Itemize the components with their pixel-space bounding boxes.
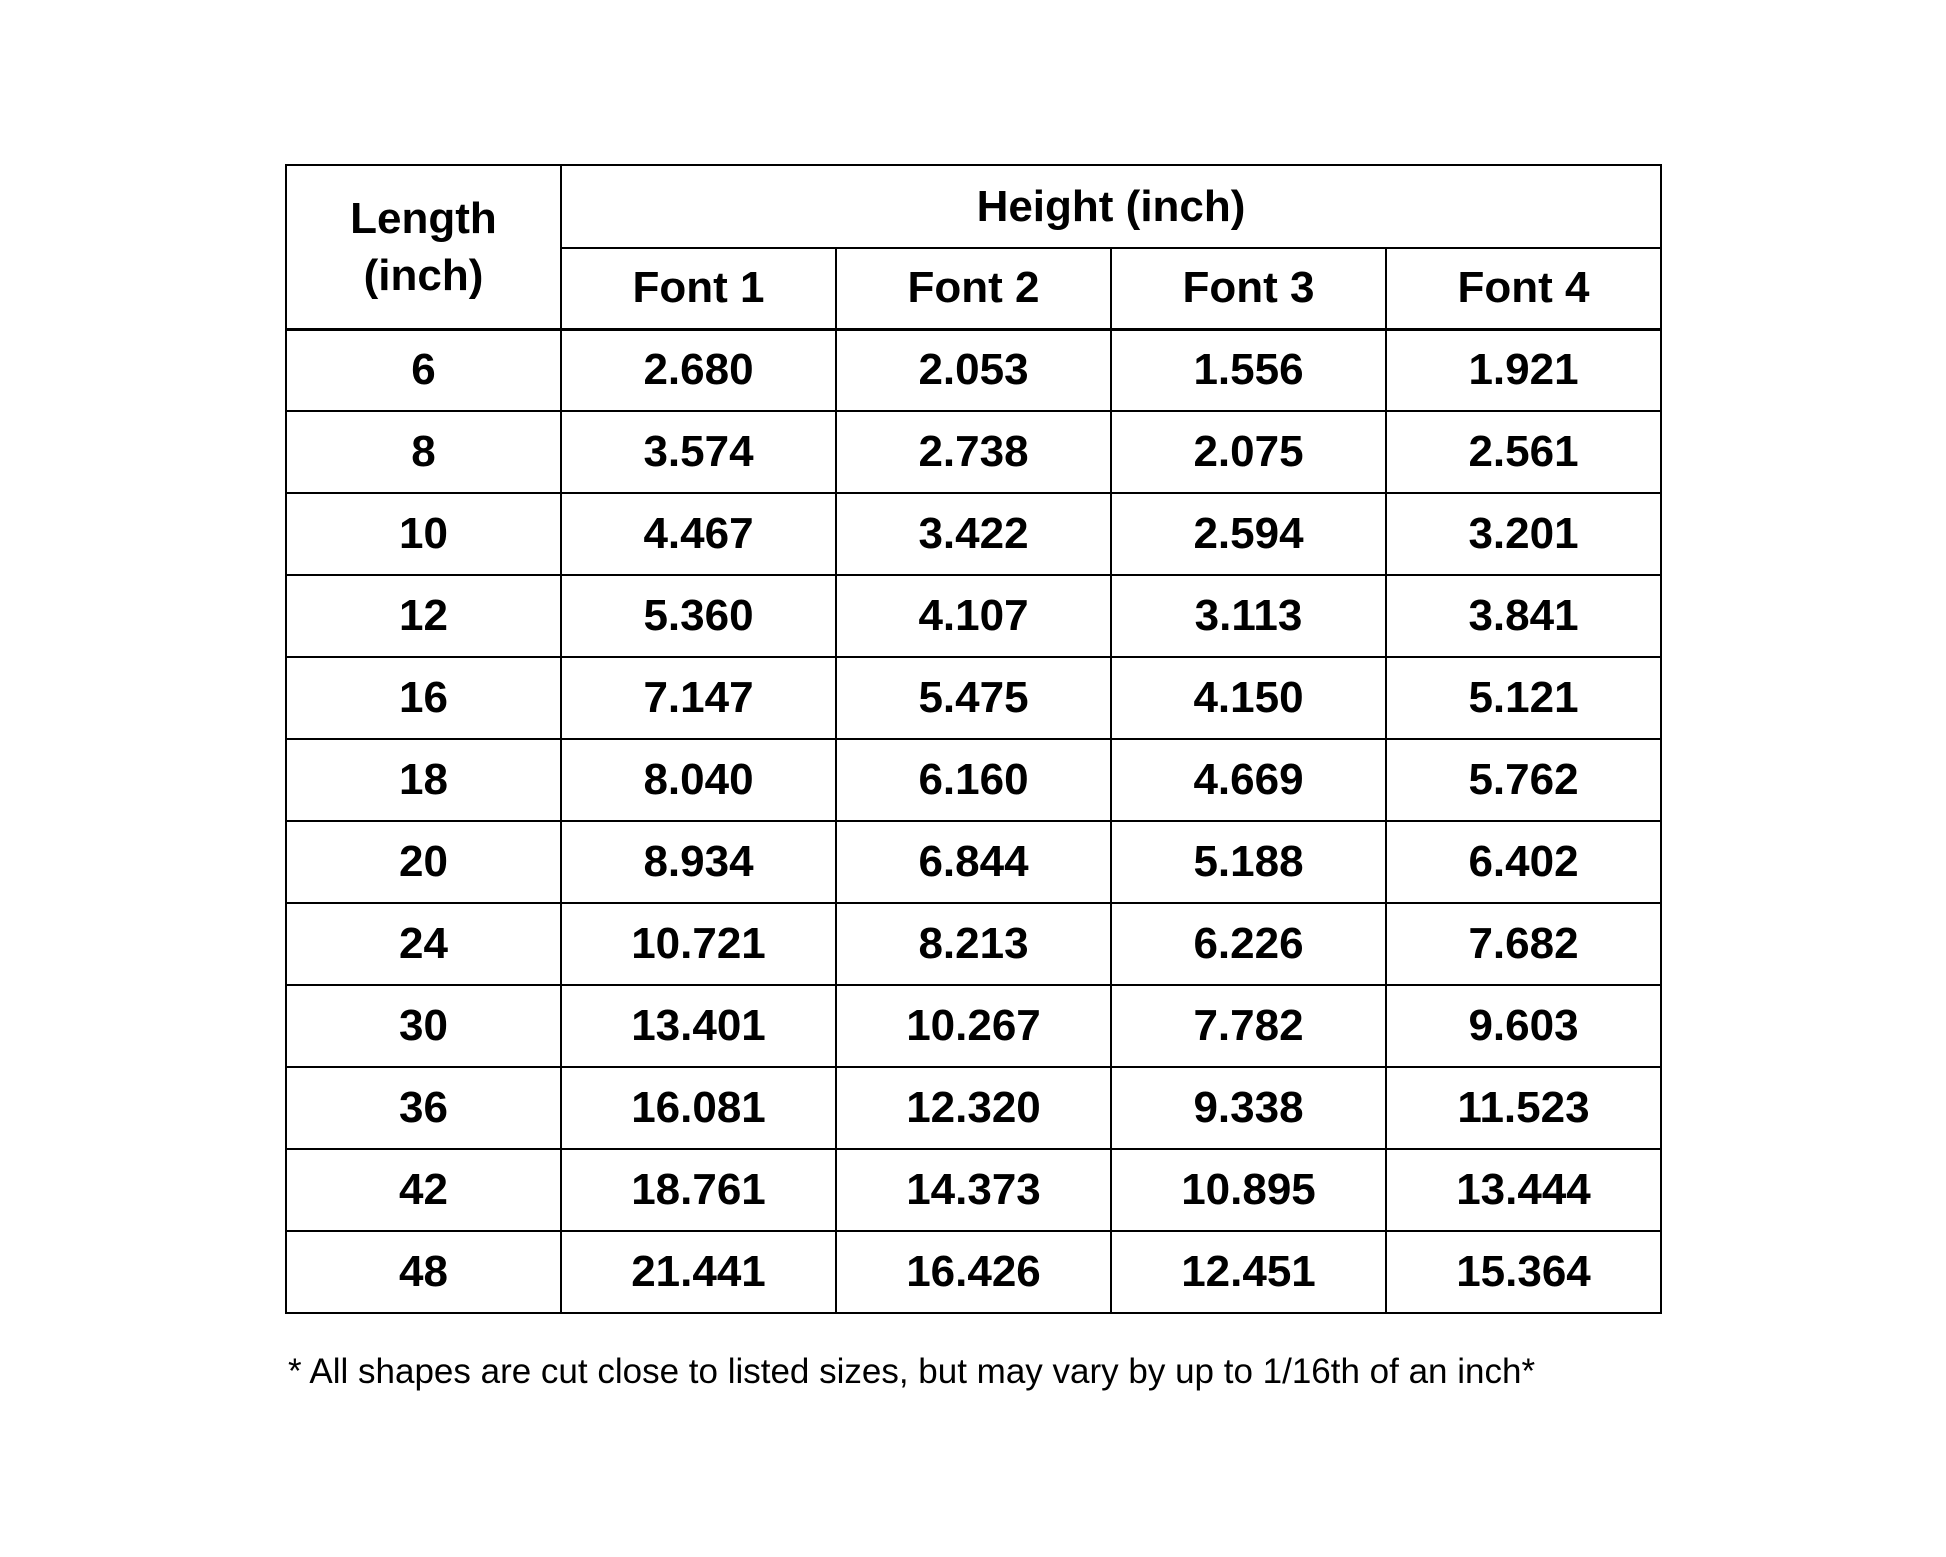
length-cell: 42 — [286, 1149, 561, 1231]
length-cell: 48 — [286, 1231, 561, 1313]
footnote: * All shapes are cut close to listed sizes, but may vary by up to 1/16th of an inch* — [288, 1352, 1536, 1391]
height-cell: 10.895 — [1111, 1149, 1386, 1231]
table-row — [286, 575, 1661, 657]
height-cell: 5.475 — [836, 657, 1111, 739]
table-row — [286, 1067, 1661, 1149]
font-column-header: Font 1 — [561, 248, 836, 329]
height-cell: 8.040 — [561, 739, 836, 821]
height-cell: 18.761 — [561, 1149, 836, 1231]
height-cell: 13.401 — [561, 985, 836, 1067]
height-cell: 5.360 — [561, 575, 836, 657]
font-column-header: Font 3 — [1111, 248, 1386, 329]
length-header: Length (inch) — [286, 165, 561, 329]
height-cell: 9.603 — [1386, 985, 1661, 1067]
table-row — [286, 985, 1661, 1067]
height-cell: 6.844 — [836, 821, 1111, 903]
length-cell: 16 — [286, 657, 561, 739]
table-row — [286, 821, 1661, 903]
height-cell: 12.320 — [836, 1067, 1111, 1149]
height-cell: 5.188 — [1111, 821, 1386, 903]
height-cell: 4.107 — [836, 575, 1111, 657]
height-cell: 10.267 — [836, 985, 1111, 1067]
height-cell: 11.523 — [1386, 1067, 1661, 1149]
height-cell: 1.921 — [1386, 329, 1661, 411]
height-cell: 10.721 — [561, 903, 836, 985]
table-row — [286, 493, 1661, 575]
height-cell: 2.075 — [1111, 411, 1386, 493]
size-table-body — [286, 329, 1661, 1313]
height-cell: 12.451 — [1111, 1231, 1386, 1313]
height-cell: 4.669 — [1111, 739, 1386, 821]
length-cell: 10 — [286, 493, 561, 575]
height-cell: 2.680 — [561, 329, 836, 411]
table-row — [286, 329, 1661, 411]
table-row — [286, 739, 1661, 821]
height-cell: 2.594 — [1111, 493, 1386, 575]
height-cell: 2.561 — [1386, 411, 1661, 493]
height-group-header: Height (inch) — [561, 165, 1661, 248]
length-cell: 8 — [286, 411, 561, 493]
height-cell: 5.121 — [1386, 657, 1661, 739]
height-cell: 3.574 — [561, 411, 836, 493]
height-cell: 4.467 — [561, 493, 836, 575]
height-cell: 16.426 — [836, 1231, 1111, 1313]
height-cell: 6.402 — [1386, 821, 1661, 903]
height-cell: 7.782 — [1111, 985, 1386, 1067]
height-cell: 21.441 — [561, 1231, 836, 1313]
height-cell: 3.113 — [1111, 575, 1386, 657]
height-cell: 5.762 — [1386, 739, 1661, 821]
height-cell: 14.373 — [836, 1149, 1111, 1231]
height-cell: 6.226 — [1111, 903, 1386, 985]
length-cell: 24 — [286, 903, 561, 985]
height-cell: 7.682 — [1386, 903, 1661, 985]
table-row — [286, 411, 1661, 493]
height-cell: 9.338 — [1111, 1067, 1386, 1149]
font-column-header: Font 4 — [1386, 248, 1661, 329]
length-cell: 18 — [286, 739, 561, 821]
font-column-header: Font 2 — [836, 248, 1111, 329]
height-cell: 2.738 — [836, 411, 1111, 493]
height-cell: 7.147 — [561, 657, 836, 739]
height-cell: 3.841 — [1386, 575, 1661, 657]
height-cell: 1.556 — [1111, 329, 1386, 411]
table-row — [286, 1231, 1661, 1313]
table-row — [286, 1149, 1661, 1231]
size-table — [285, 164, 1662, 1314]
height-cell: 16.081 — [561, 1067, 836, 1149]
table-row — [286, 903, 1661, 985]
length-cell: 30 — [286, 985, 561, 1067]
header-group-row — [286, 165, 1661, 248]
table-row — [286, 657, 1661, 739]
height-cell: 13.444 — [1386, 1149, 1661, 1231]
height-cell: 3.422 — [836, 493, 1111, 575]
height-cell: 15.364 — [1386, 1231, 1661, 1313]
height-cell: 2.053 — [836, 329, 1111, 411]
height-cell: 3.201 — [1386, 493, 1661, 575]
height-cell: 6.160 — [836, 739, 1111, 821]
height-cell: 8.934 — [561, 821, 836, 903]
length-cell: 36 — [286, 1067, 561, 1149]
height-cell: 4.150 — [1111, 657, 1386, 739]
length-cell: 6 — [286, 329, 561, 411]
length-cell: 12 — [286, 575, 561, 657]
height-cell: 8.213 — [836, 903, 1111, 985]
length-cell: 20 — [286, 821, 561, 903]
